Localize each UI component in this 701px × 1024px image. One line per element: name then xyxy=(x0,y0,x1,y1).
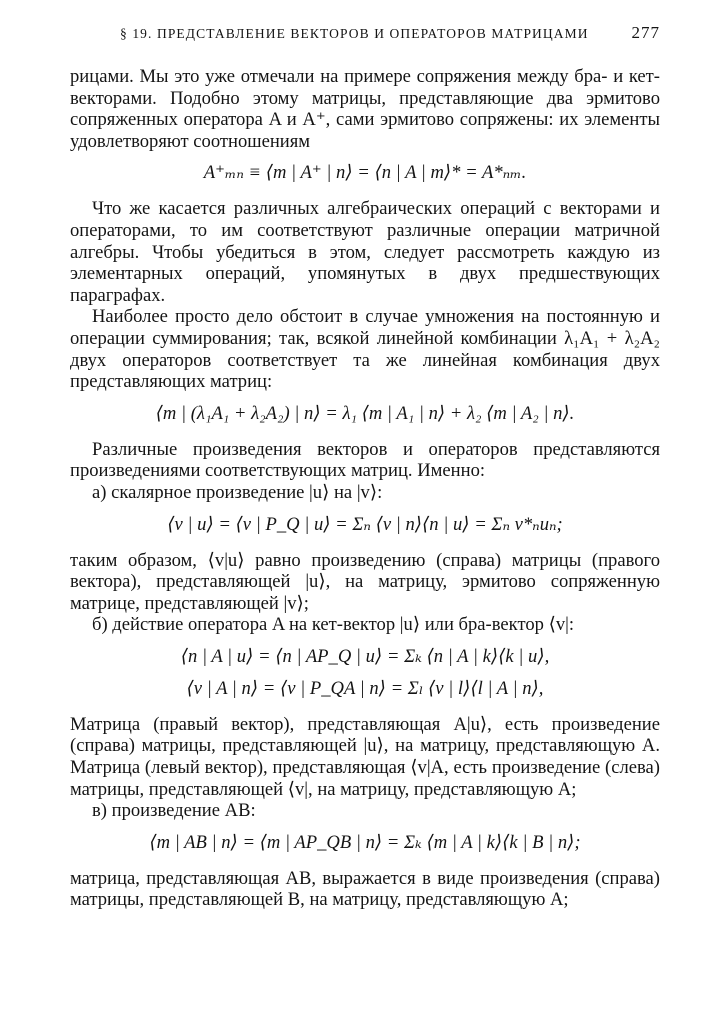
paragraph-2: Что же касается различных алгебраических операций с векторами и операторами, то им соответствуют различные операции матричной алгебры. Чтобы убедиться в этом, следует рассмотреть каждую из элементарных операций, упомянутых в двух предшествующих параграфах. xyxy=(70,198,660,306)
running-header xyxy=(120,22,660,48)
equation-operator-ket: ⟨n | A | u⟩ = ⟨n | AP_Q | u⟩ = Σₖ ⟨n | A | k⟩⟨k | u⟩, xyxy=(180,645,550,667)
paragraph-6: таким образом, ⟨v|u⟩ равно произведению (справа) матрицы (правого вектора), представляющей |u⟩, на матрицу, эрмитово сопряженную матрице, представляющей |v⟩; xyxy=(70,549,660,614)
equation-linear-combination: ⟨m | (λ₁A₁ + λ₂A₂) | n⟩ = λ₁ ⟨m | A₁ | n⟩ + λ₂ ⟨m | A₂ | n⟩. xyxy=(155,402,575,424)
paragraph-3: Наиболее просто дело обстоит в случае умножения на постоянную и операции суммирования; так, всякой линейной комбинации λ₁A₁ + λ₂A₂ двух операторов соответствует та же линейная комбинация двух представляющих матриц: xyxy=(70,306,660,393)
paragraph-8: Матрица (правый вектор), представляющая A|u⟩, есть произведение (справа) матрицы, представляющей |u⟩, на матрицу, представляющую A. Матрица (левый вектор), представляющая ⟨v|A, есть произведение (слева) матрицы, представляющей ⟨v|, на матрицу, представляющую A; xyxy=(70,713,660,800)
paragraph-1: рицами. Мы это уже отмечали на примере сопряжения между бра- и кет-векторами. Подобно этому матрицы, представляющие два эрмитово сопряженных оператора A и A⁺, сами эрмитово сопряжены: их элементы удовлетворяют соотношениям xyxy=(70,66,660,152)
paragraph-10: матрица, представляющая AB, выражается в виде произведения (справа) матрицы, представляющей B, на матрицу, представляющую A; xyxy=(70,867,660,911)
paragraph-4: Различные произведения векторов и операторов представляются произведениями соответствующих матриц. Именно: xyxy=(70,438,660,482)
page-body xyxy=(70,66,660,911)
page-number: 277 xyxy=(631,23,660,42)
header-title: § 19. ПРЕДСТАВЛЕНИЕ ВЕКТОРОВ И ОПЕРАТОРОВ МАТРИЦАМИ xyxy=(120,26,589,41)
paragraph-5: а) скалярное произведение |u⟩ на |v⟩: xyxy=(92,481,383,503)
paragraph-9: в) произведение AB: xyxy=(92,800,256,822)
equation-hermitian: A⁺ₘₙ ≡ ⟨m | A⁺ | n⟩ = ⟨n | A | m⟩* = A*ₙₘ. xyxy=(203,162,527,184)
equation-operator-bra: ⟨v | A | n⟩ = ⟨v | P_QA | n⟩ = Σₗ ⟨v | l⟩⟨l | A | n⟩, xyxy=(186,677,544,699)
equation-scalar-product: ⟨v | u⟩ = ⟨v | P_Q | u⟩ = Σₙ ⟨v | n⟩⟨n | u⟩ = Σₙ v*ₙuₙ; xyxy=(167,513,563,535)
paragraph-7: б) действие оператора A на кет-вектор |u⟩ или бра-вектор ⟨v|: xyxy=(92,614,575,636)
equation-operator-product: ⟨m | AB | n⟩ = ⟨m | AP_QB | n⟩ = Σₖ ⟨m | A | k⟩⟨k | B | n⟩; xyxy=(149,831,581,853)
